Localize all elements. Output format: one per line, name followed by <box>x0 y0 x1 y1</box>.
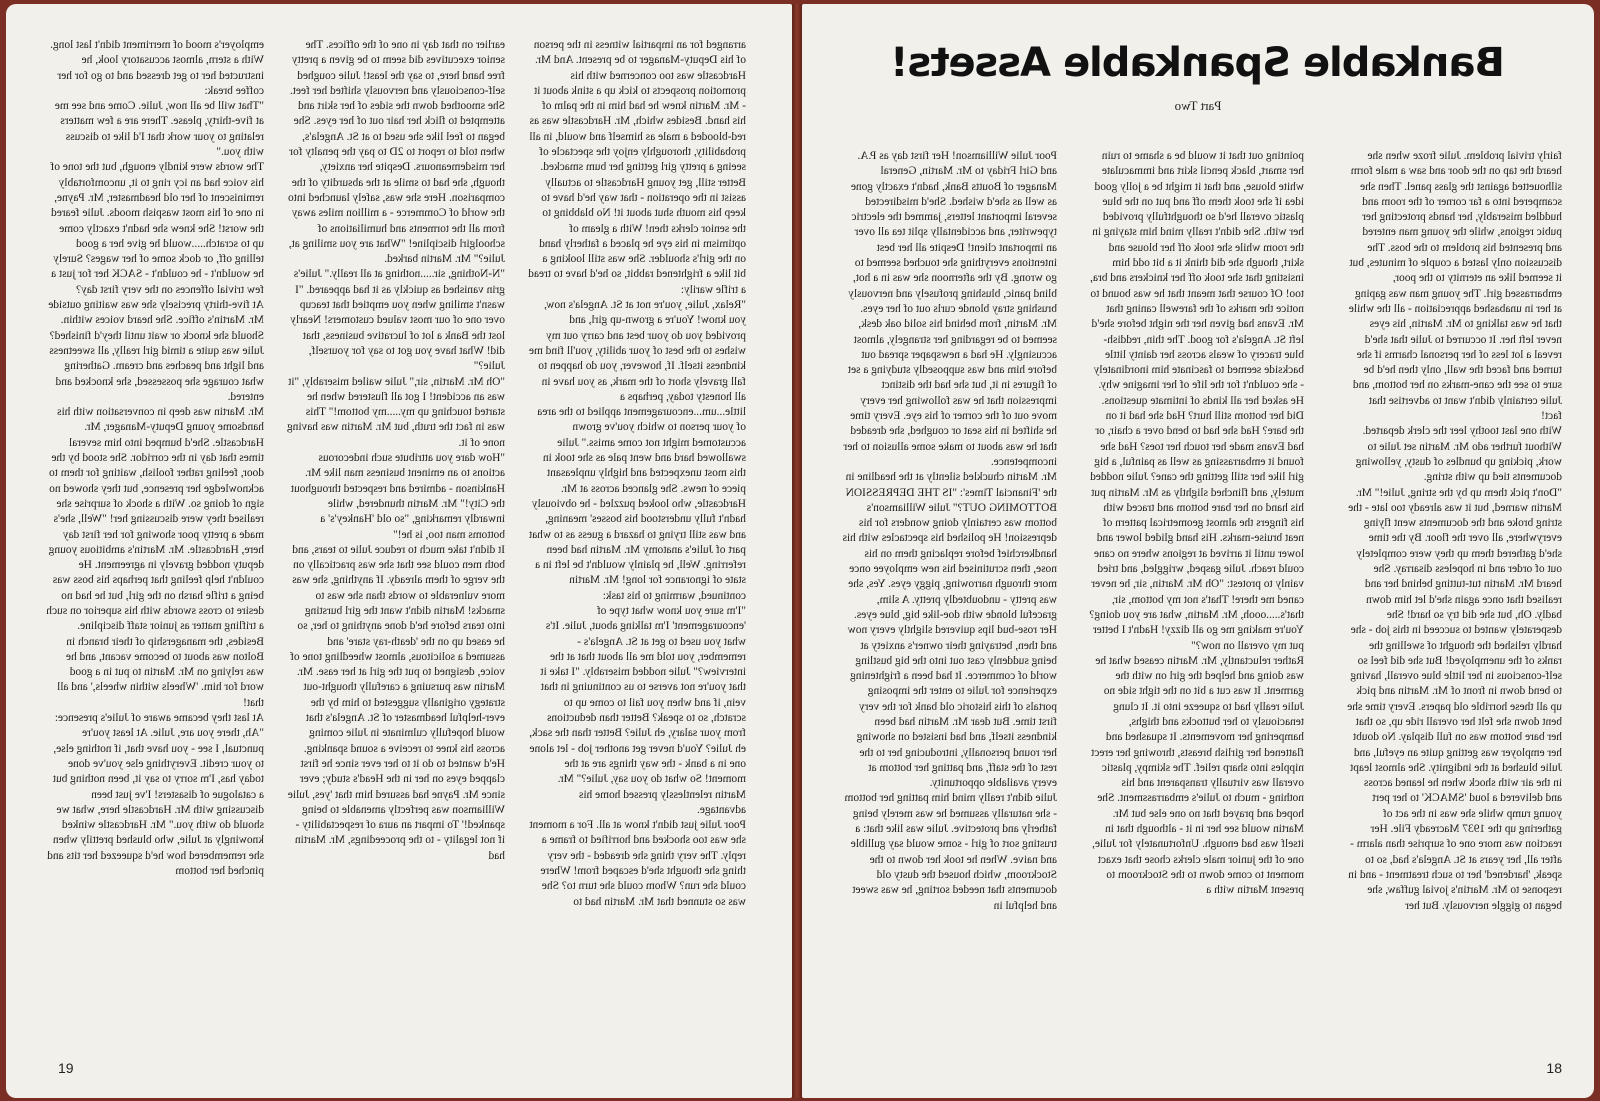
article-column: Poor Julie Williamson! Her first day as P.A. and Girl Friday to Mr. Martin, General Manager of Boutts Bank, hadn't exactly gone as well as she'd wished. She'd misdirected several important letters, jammed the electric typewriter, and accidentally split tea all over an important client! Despite all her best intentions everything she touched seemed to go wrong. By the afternoon she was in a hot, blind panic, blushing profusely and nervously brushing stray blonde curls out of her eyes. Mr. Martin, from behind his solid oak desk, seemed to be regarding her strangely, almost accusingly. He had a newspaper spread out before him and was supposedly studying a set of figures in it, but she had the distinct impression that he was following her every move out of the corner of his eye. Every time he shifted in his seat or coughed, she dreaded that he was about to make some allusion to her incompetence. Mr. Martin chuckled silently at the headline in the 'Financial Times': "IS THE DEPRESSION BOTTOMING OUT?" Julie Williamson's bottom was certainly doing wonders for his depression! He polished his spectacles with his handkerchief before replacing them on his nose, then scrutinised his new employee once more through narrowing, piggy eyes. Yes, she was pretty - undoubtedly pretty. A slim, graceful blonde with doe-like big, blue eyes. Her rose-bud lips quivered slightly every now and then, betraying their owner's anxiety at being suddenly cast out into the big bustling world of commerce. It had been a frightening experience for Julie to enter the imposing portals of this historic old bank for the very first time. But dear Mr. Martin had been kindness itself, and had insisted on showing her round personally, introducing her to the rest of the staff, and patting her bottom at every available opportunity. Julie didn't really mind him patting her bottom - she naturally assumed he was merely being fatherly and protective. Julie was like that: a trusting sort of girl - some would say gullible and naive. When he took her down to the Stockroom, which housed the dusty old documents that needed sorting, he was sweet and helpful in <box>842 150 1057 912</box>
article-column: employer's mood of merriment didn't last long. With a stern, almost accusatory look, he instructed her to get dressed and to go for her coffee break: "That will be all now, Julie. Come and see me at five-thirty, please. There are a few matters relating to your work that I'd like to discuss with you." The words were kindly enough, but the tone of his voice had an icy ring to it, uncomfortably reminiscent of her old headmaster, Mr. Payne, in one of his most waspish moods. Julie feared the worst! She knew she hadn't exactly come up to scratch.....would he give her a good telling off, or dock some of her wages? Surely he wouldn't - he couldn't - SACK her for just a few trivial offences on the very first day? At five-thirty precisely she was waiting outside Mr. Martin's office. She heard voices within. Should she knock or wait until they'd finished? Julie was quite a timid girl really, all sweetness and light and peaches and cream. Gathering what courage she possessed, she knocked and entered. Mr. Martin was deep in conversation with his handsome young Deputy-Manager, Mr. Hardcastle. She'd bumped into him several times that day in the corridor. She stood by the door, feeling rather foolish, waiting for them to acknowledge her presence, but they showed no sign of doing so. With a shock of surprise she realised they were discussing her! "Well, she's made a pretty poor showing for her first day here, Hardcastle. Mr. Martin's ambitious young deputy nodded gravely in agreement. He couldn't help feeling that perhaps his boss was being a trifle harsh on the girl, but he had no desire to cross swords with his superior on such a trifling matter as junior staff discipline. Besides, the managership of their branch in Bolton was about to become vacant, and he was relying on Mr. Martin to put in a good word for him. 'Wheels within wheels,' and all that! At last they became aware of Julie's presence: "Ah, there you are, Julie. At least you're punctual, I see - you have that, if nothing else, to your credit. Everything else you've done today has, I'm sorry to say it, been nothing but a catalogue of disasters! I've just been discussing with Mr. Hardcastle here, what we should do with you." Mr. Hardcastle winked knowingly at Julie, who blushed prettily when she remembered how he'd squeezed her tits and pinched her bottom <box>46 39 264 878</box>
article-column: earlier on that day in one of the offices. The senior executives did seem to be given a pretty free hand here, to say the least! Julie coughed self-consciously and nervously shifted her feet. She smoothed down the sides of her skirt and attempted to flick her hair out of her eyes. She began to feel like she used to at St. Angela's, when told to report to 2D to pay the penalty for her misdemeanours. Despite her anxiety, though, she had to smile at the absurdity of the comparison. Here she was, safely launched into the world of Commerce - a million miles away from all the torments and humiliations of schoolgirl discipline! "What are you smiling at, Julie?" Mr. Martin barked. "N-Nothing, sir.....nothing at all really." Julie's grin vanished as quickly as it had appeared. "I wasn't smiling when you emptied that teacup over one of our most valued customers! Nearly lost the Bank a lot of lucrative business, that did! What have you got to say for yourself, Julie?" "Oh Mr. Martin, sir," Julie wailed miserably, "it was an accident! I got all flustered when he started touching up my.....my bottom!" This was in fact the truth, but Mr. Martin was having none of it. "How dare you attribute such indecorous actions to an eminent business man like Mr. Hankinson - admired and respected throughout the City!" Mr. Martin thundered, while inwardly remarking, "so old 'Hankey's' a bottoms man too, is he!" It didn't take much to reduce Julie to tears, and both men could see that she was practically on the verge of them already. If anything, she was more vulnerable to words than she was to smacks! Martin didn't want the girl bursting into tears before he'd done anything to her, so he eased up on the 'death-ray stare' and assumed a solicitous, almost wheedling tone of voice, designed to put the girl at her ease. Mr. Martin was pursuing a carefully thought-out strategy originally suggested to him by the ever-helpful headmaster of St. Angela's that would hopefully culminate in Julie coming across his knee to receive a sound spanking. He'd wanted to do it to her ever since he first clapped eyes on her in the Head's study; ever since Mr. Payne had assured him that 'yes, Julie Williamson was perfectly amenable to being spanked!' To impart an aura of respectability - if not legality - to the proceedings, Mr. Martin had <box>287 39 505 862</box>
left-page-mirrored <box>6 4 792 1098</box>
article-column: fairly trivial problem. Julie froze when she heard the tap on the door and saw a male form silhouetted against the glass panel. Then she scampered into a far corner of the room and huddled miserably, her hands protecting her pubic regions, while the young man entered and presented his problem to the boss. The discussion only lasted a couple of minutes, but it seemed like an eternity to the poor, embarrassed girl. The young man was gaping at her in unabashed appreciation - all the while that he was talking to Mr. Martin, his eyes never left her. It occurred to Julie that she'd reveal a lot less of her personal charms if she turned and faced the wall, only then he'd be sure to see the cane-marks on her bottom, and Julie certainly didn't want to advertise that fact! With one last toothy leer the clerk departed. Without further ado Mr. Martin set Julie to work, picking up bundles of dusty, yellowing documents tied up with string. "Don't pick them up by the string, Julie!" Mr. Martin warned, but it was already too late - the string broke and the documents went flying everywhere, all over the floor. By the time she'd gathered them up they were completely out of order and in hopeless disarray. She heard Mr. Martin tut-tutting behind her and realised that once again she'd let him down badly. Oh, but she did try so hard! She desperately wanted to succeed in this job - she hardly relished the thought of swelling the ranks of the unemployed! But she did feel so self-conscious in her little blue overall, having to bend down in front of Mr. Martin and pick up all these horrible old papers. Every time she bent down she felt her overall ride up, so that her bare bottom was on full display. No doubt her employer was getting quite an eyeful, and Julie blushed at the indignity. She almost leapt in the air with shock when he leaned across and delivered a loud 'SMACK' to her pert young rump while she was in the act of gathering up the 1937 Macready File. Her reaction was more one of surprise than alarm - after all, her years at St. Angela's had, so to speak, 'hardened' her to such treatment - and in response to Mr. Martin's jovial guffaw, she began to giggle nervously. But her <box>1347 150 1562 912</box>
magazine-spread <box>6 4 1594 1098</box>
page-number: 18 <box>1546 1060 1562 1076</box>
right-page-mirrored <box>802 4 1594 1098</box>
left-page <box>6 4 792 1098</box>
right-page <box>802 4 1594 1098</box>
article-subtitle: Part Two <box>1174 98 1222 113</box>
article-column: pointing out that it would be a shame to ruin her smart, black pencil skirt and immaculate white blouse, and that it might be a jolly good idea if she took them off and put on the blue plastic overall he'd so thoughtfully provided her with. She didn't really mind him staying in the room while she took off her blouse and skirt, though she did think it a bit odd him insisting that she took off her knickers and bra, too! Of course that meant that he was bound to notice the marks of the farewell caning that Mr. Evans had given her the night before she'd left St. Angela's for good. The thin, reddish-blue tracery of weals across her dainty little backside seemed to fascinate him inordinately - she couldn't for the life of her imagine why. He asked her all kinds of intimate questions. Did her bottom still hurt? Had she had it on the bare? Had she had to bend over a chair, or had Evans made her touch her toes? Had she found it embarrassing as well as painful, a big girl like her still getting the cane? Julie nodded mutely, and flinched slightly as Mr. Martin put his hand on her bare bottom and traced with his fingers the almost geometrical pattern of neat bruise-marks. His hand glided lower and lower until it arrived at regions where no cane could reach. Julie gasped, wriggled, and tried vainly to protest: "Oh Mr. Martin, sir, he never caned me there! That's not my bottom, sir, that's.....oooh, Mr. Martin, what are you doing? You're making me go all dizzy! Hadn't I better put my overall on now?" Rather reluctantly, Mr. Martin ceased what he was doing and helped the girl on with the garment. It was cut a bit on the tight side no Julie really had to squeeze into it. It clung tenaciously to her buttocks and thighs, hampering her movements. It squashed and flattened her girlish breasts, throwing her erect nipples into sharp relief. The skimpy, plastic overall was virtually transparent and his nothing - much to Julie's embarrassment. She hoped and prayed that no one else but Mr. Martin would see her in it - although that in itself was bad enough. Unfortunately for Julie, one of the junior male clerks chose that exact moment to come down to the Stockroom to present Martin with a <box>1089 150 1304 897</box>
page-number: 19 <box>58 1060 74 1076</box>
binding-gutter <box>792 4 802 1098</box>
article-column: arranged for an impartial witness in the person of his Deputy-Manager to be present. And Mr. Hardcastle was too concerned with his promotion prospects to kick up a stink about it - Mr. Martin knew he had him in the palm of his hand. Besides which, Mr. Hardcastle was as red-blooded a male as himself and would, in all probability, thoroughly enjoy the spectacle of seeing a pretty girl getting her bum smacked. Better still, get young Hardcastle to actually assist in the operation - that way he'd have to keep his mouth shut about it! No blabbing to the senior clerks then! With a gleam of optimism in his eye he placed a fatherly hand on the girl's shoulder. She was still looking a bit like a frightened rabbit, so he'd have to tread a trifle warily: "Relax, Julie, you're not at St. Angela's now, you know! You're a grown-up girl, and provided you do your best and carry out my wishes to the best of your ability, you'll find me kindness itself. If, however, you do happen to fall gravely short of the mark, as you have in all honesty today, perhaps a little...um...encouragement applied to the area of your person to which you've grown accustomed might not come amiss." Julie swallowed hard and went pale as she took in this most unexpected and highly unpleasant piece of news. She glanced across at Mr. Hardcastle, who looked puzzled - he obviously hadn't fully understood his bosses' meaning, and was still trying to hazard a guess as to what part of Julie's anatomy Mr. Martin had been referring. Well, he plainly wouldn't be left in a state of ignorance for long! Mr. Martin continued, warming to his task: "I'm sure you know what type of 'encouragement' I'm talking about, Julie. It's what you used to get at St. Angela's - remember, you told me all about that at the interview?" Julie nodded miserably. "I take it that you're not averse to us continuing in that vein, if and when you fail to come up to scratch, so to speak? Better than deductions from your salary, eh Julie? Better than the sack, eh Julie? You'd never get another job - let alone one in a bank - the way things are at the moment! So what do you say, Julie?" Mr. Martin relentlessly pressed home his advantage. Poor Julie just didn't know at all. For a moment she was too shocked and horrified to frame a reply. The very thing she dreaded - the very thing she thought she'd escaped from! Where could she run? Whom could she turn to? She was so stunned that Mr. Martin had to <box>528 39 746 908</box>
article-title: Bankable Spankable Assets! <box>891 40 1505 86</box>
